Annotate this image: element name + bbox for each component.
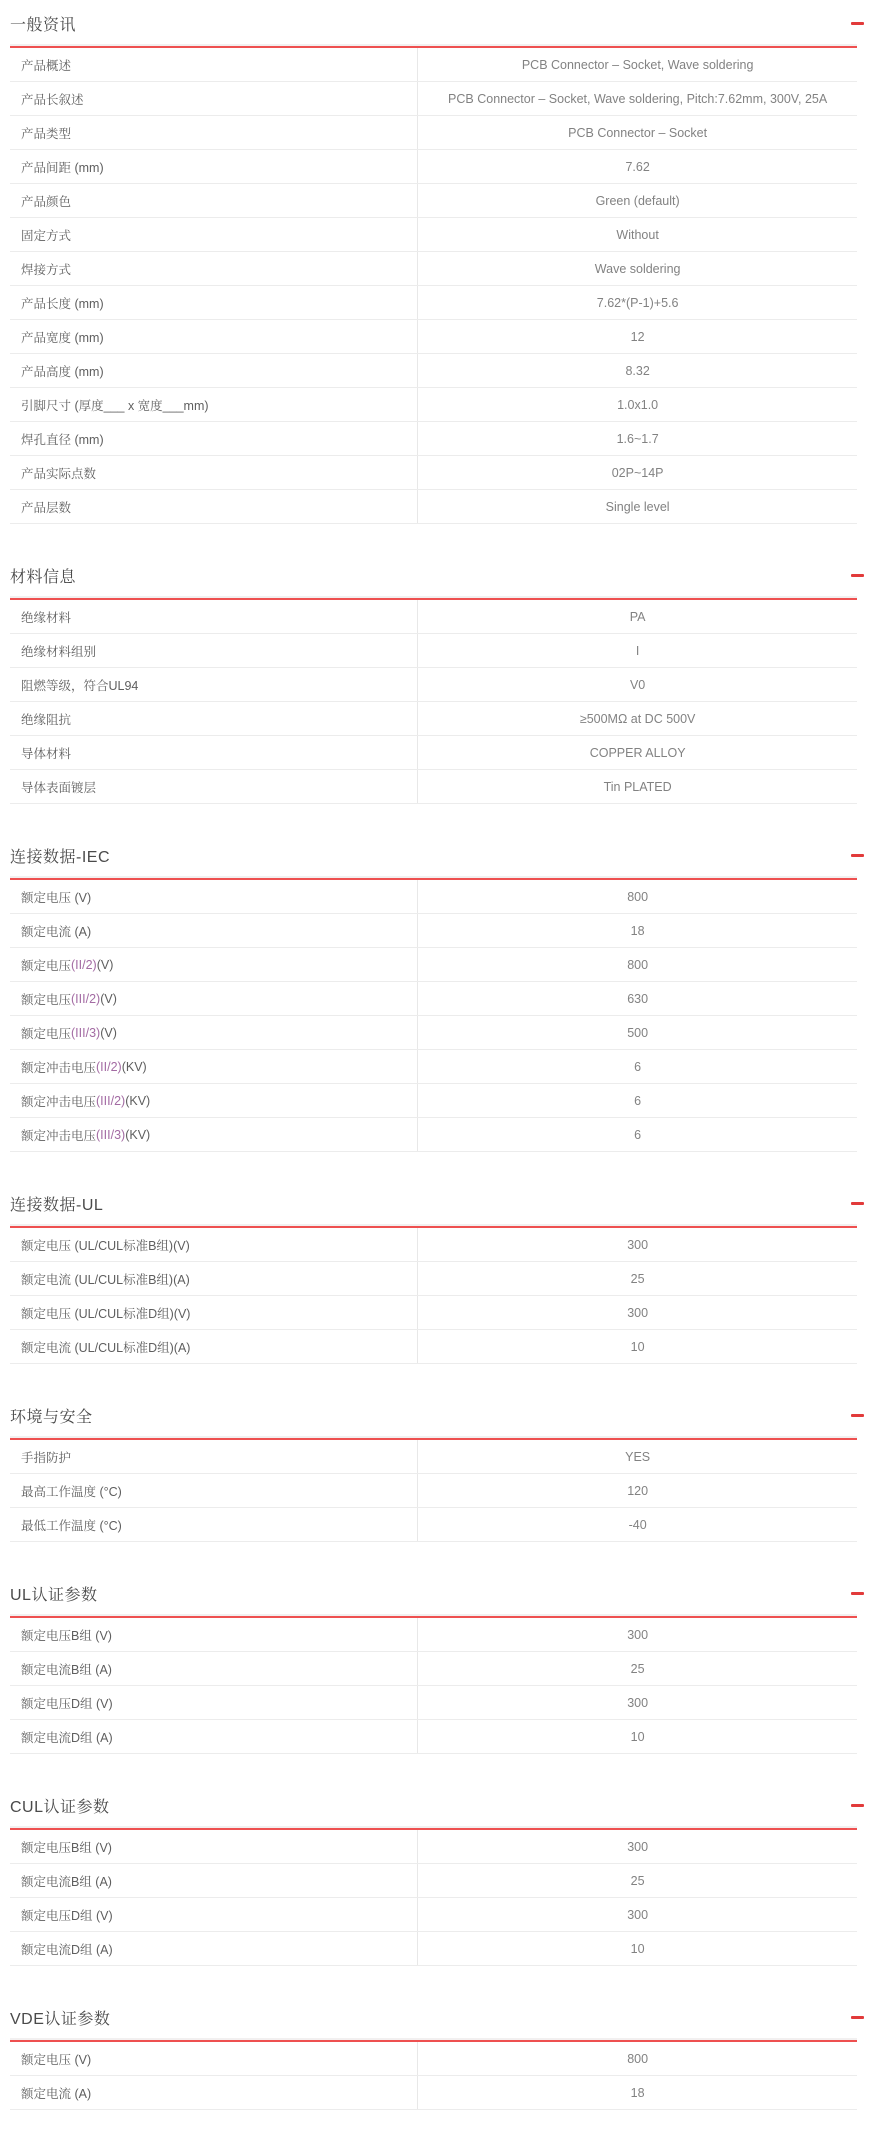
spec-row xyxy=(10,184,857,218)
spec-row xyxy=(10,1118,857,1152)
collapse-minus-icon[interactable] xyxy=(851,2016,864,2019)
spec-label: 额定电压D组 (V) xyxy=(10,1686,418,1719)
spec-row xyxy=(10,914,857,948)
spec-row xyxy=(10,422,857,456)
spec-label: 焊接方式 xyxy=(10,252,418,285)
spec-value: -40 xyxy=(628,1517,647,1532)
spec-section xyxy=(10,12,857,524)
category-highlight: (III/2) xyxy=(71,991,101,1006)
section-title: 连接数据-UL xyxy=(10,1196,104,1214)
spec-label: 引脚尺寸 (厚度___ x 宽度___mm) xyxy=(10,388,418,421)
spec-row xyxy=(10,702,857,736)
spec-section xyxy=(10,1794,857,1966)
spec-row xyxy=(10,354,857,388)
spec-value: 300 xyxy=(627,1695,649,1710)
spec-value: 300 xyxy=(627,1627,649,1642)
collapse-minus-icon[interactable] xyxy=(851,1202,864,1205)
spec-row xyxy=(10,456,857,490)
spec-row xyxy=(10,252,857,286)
section-title: 连接数据-IEC xyxy=(10,848,111,866)
spec-value: 18 xyxy=(630,923,645,938)
spec-table xyxy=(10,2042,857,2110)
section-header xyxy=(10,2006,857,2028)
spec-section xyxy=(10,1404,857,1542)
spec-row xyxy=(10,48,857,82)
category-highlight: (II/2) xyxy=(71,957,97,972)
spec-label: 产品长叙述 xyxy=(10,82,418,115)
section-header xyxy=(10,1192,857,1214)
spec-label: 产品高度 (mm) xyxy=(10,354,418,387)
spec-label: 绝缘阻抗 xyxy=(10,702,418,735)
spec-value: 18 xyxy=(630,2085,645,2100)
spec-row xyxy=(10,1016,857,1050)
spec-row xyxy=(10,1050,857,1084)
category-highlight: (III/3) xyxy=(96,1127,126,1142)
spec-value: Without xyxy=(616,227,659,242)
spec-row xyxy=(10,1084,857,1118)
spec-table xyxy=(10,880,857,1152)
collapse-minus-icon[interactable] xyxy=(851,1592,864,1595)
spec-label: 产品宽度 (mm) xyxy=(10,320,418,353)
spec-value: COPPER ALLOY xyxy=(589,745,686,760)
spec-value: 7.62*(P-1)+5.6 xyxy=(596,295,679,310)
spec-value: 10 xyxy=(630,1339,645,1354)
spec-row xyxy=(10,982,857,1016)
spec-label: 额定电流D组 (A) xyxy=(10,1720,418,1753)
spec-row xyxy=(10,286,857,320)
spec-label: 产品层数 xyxy=(10,490,418,523)
section-header xyxy=(10,1794,857,1816)
spec-row xyxy=(10,1932,857,1966)
spec-value: 10 xyxy=(630,1941,645,1956)
section-title: 一般资讯 xyxy=(10,16,77,34)
section-title: 材料信息 xyxy=(10,568,77,586)
spec-table xyxy=(10,1440,857,1542)
spec-label: 最低工作温度 (°C) xyxy=(10,1508,418,1541)
spec-row xyxy=(10,770,857,804)
spec-label: 额定冲击电压 (III/2) (KV) xyxy=(10,1084,418,1117)
spec-row xyxy=(10,82,857,116)
spec-label: 额定电压 (UL/CUL标准D组)(V) xyxy=(10,1296,418,1329)
spec-value: PA xyxy=(629,609,646,624)
spec-value: 02P~14P xyxy=(611,465,664,480)
collapse-minus-icon[interactable] xyxy=(851,1414,864,1417)
spec-row xyxy=(10,116,857,150)
spec-value: 630 xyxy=(627,991,649,1006)
spec-row xyxy=(10,218,857,252)
spec-label: 额定电压 (II/2) (V) xyxy=(10,948,418,981)
spec-table xyxy=(10,1228,857,1364)
spec-row xyxy=(10,1686,857,1720)
collapse-minus-icon[interactable] xyxy=(851,22,864,25)
spec-label: 额定电流B组 (A) xyxy=(10,1864,418,1897)
spec-label: 额定电流 (UL/CUL标准B组)(A) xyxy=(10,1262,418,1295)
spec-row xyxy=(10,1440,857,1474)
spec-row xyxy=(10,1262,857,1296)
spec-value: 120 xyxy=(627,1483,649,1498)
spec-label: 导体表面镀层 xyxy=(10,770,418,803)
spec-label: 额定电流B组 (A) xyxy=(10,1652,418,1685)
spec-section xyxy=(10,844,857,1152)
spec-value: 800 xyxy=(627,957,649,972)
spec-value: PCB Connector – Socket xyxy=(568,125,708,140)
spec-value: 500 xyxy=(627,1025,649,1040)
spec-row xyxy=(10,880,857,914)
spec-value: YES xyxy=(625,1449,651,1464)
spec-table xyxy=(10,1618,857,1754)
section-header xyxy=(10,1582,857,1604)
spec-row xyxy=(10,320,857,354)
spec-label: 额定电压 (V) xyxy=(10,2042,418,2075)
spec-row xyxy=(10,2076,857,2110)
spec-label: 产品长度 (mm) xyxy=(10,286,418,319)
spec-row xyxy=(10,1618,857,1652)
spec-value: Green (default) xyxy=(595,193,680,208)
spec-label: 额定电压 (UL/CUL标准B组)(V) xyxy=(10,1228,418,1261)
spec-row xyxy=(10,2042,857,2076)
spec-label: 额定电压 (III/3) (V) xyxy=(10,1016,418,1049)
spec-value: 7.62 xyxy=(625,159,650,174)
spec-label: 额定电流D组 (A) xyxy=(10,1932,418,1965)
section-header xyxy=(10,564,857,586)
section-header xyxy=(10,12,857,34)
spec-row xyxy=(10,948,857,982)
spec-value: Single level xyxy=(605,499,670,514)
spec-row xyxy=(10,1830,857,1864)
spec-row xyxy=(10,1898,857,1932)
spec-value: 6 xyxy=(634,1059,642,1074)
spec-label: 额定电压B组 (V) xyxy=(10,1618,418,1651)
spec-label: 绝缘材料组别 xyxy=(10,634,418,667)
spec-label: 额定电流 (UL/CUL标准D组)(A) xyxy=(10,1330,418,1363)
spec-value: ≥500MΩ at DC 500V xyxy=(579,711,696,726)
spec-row xyxy=(10,736,857,770)
spec-label: 绝缘材料 xyxy=(10,600,418,633)
section-title: CUL认证参数 xyxy=(10,1798,110,1816)
collapse-minus-icon[interactable] xyxy=(851,854,864,857)
spec-value: 12 xyxy=(630,329,645,344)
spec-value: PCB Connector – Socket, Wave soldering, Pitch:7.62mm, 300V, 25A xyxy=(448,91,828,106)
spec-value: 800 xyxy=(627,889,649,904)
spec-value: 300 xyxy=(627,1237,649,1252)
spec-section xyxy=(10,1192,857,1364)
spec-label: 额定电流 (A) xyxy=(10,914,418,947)
spec-row xyxy=(10,1296,857,1330)
spec-row xyxy=(10,1720,857,1754)
spec-row xyxy=(10,668,857,702)
section-header xyxy=(10,1404,857,1426)
spec-value: 25 xyxy=(630,1661,645,1676)
spec-label: 焊孔直径 (mm) xyxy=(10,422,418,455)
spec-row xyxy=(10,1652,857,1686)
spec-value: 8.32 xyxy=(625,363,650,378)
spec-section xyxy=(10,564,857,804)
category-highlight: (III/3) xyxy=(71,1025,101,1040)
spec-label: 额定电压B组 (V) xyxy=(10,1830,418,1863)
spec-row xyxy=(10,634,857,668)
spec-value: Wave soldering xyxy=(594,261,681,276)
spec-value: 10 xyxy=(630,1729,645,1744)
spec-label: 额定冲击电压 (II/2) (KV) xyxy=(10,1050,418,1083)
spec-value: 25 xyxy=(630,1271,645,1286)
spec-label: 产品颜色 xyxy=(10,184,418,217)
section-title: UL认证参数 xyxy=(10,1586,98,1604)
spec-label: 最高工作温度 (°C) xyxy=(10,1474,418,1507)
spec-value: I xyxy=(635,643,640,658)
spec-value: 300 xyxy=(627,1839,649,1854)
spec-row xyxy=(10,1864,857,1898)
spec-label: 固定方式 xyxy=(10,218,418,251)
spec-row xyxy=(10,1330,857,1364)
spec-label: 阻燃等级，符合UL94 xyxy=(10,668,418,701)
spec-label: 额定电压D组 (V) xyxy=(10,1898,418,1931)
spec-label: 产品类型 xyxy=(10,116,418,149)
spec-table xyxy=(10,1830,857,1966)
spec-table xyxy=(10,48,857,524)
spec-value: 1.0x1.0 xyxy=(617,397,659,412)
spec-value: 800 xyxy=(627,2051,649,2066)
spec-row xyxy=(10,1474,857,1508)
spec-value: 25 xyxy=(630,1873,645,1888)
spec-row xyxy=(10,1228,857,1262)
spec-sections-container xyxy=(10,12,857,2110)
spec-value: 300 xyxy=(627,1907,649,1922)
spec-section xyxy=(10,2006,857,2110)
spec-label: 产品实际点数 xyxy=(10,456,418,489)
spec-value: Tin PLATED xyxy=(603,779,672,794)
section-title: 环境与安全 xyxy=(10,1408,93,1426)
spec-label: 产品概述 xyxy=(10,48,418,81)
spec-row xyxy=(10,1508,857,1542)
collapse-minus-icon[interactable] xyxy=(851,574,864,577)
spec-row xyxy=(10,388,857,422)
category-highlight: (III/2) xyxy=(96,1093,126,1108)
spec-row xyxy=(10,600,857,634)
spec-label: 导体材料 xyxy=(10,736,418,769)
spec-value: V0 xyxy=(629,677,646,692)
spec-value: 6 xyxy=(634,1093,642,1108)
spec-row xyxy=(10,490,857,524)
spec-label: 额定电压 (V) xyxy=(10,880,418,913)
spec-value: 1.6~1.7 xyxy=(616,431,659,446)
spec-row xyxy=(10,150,857,184)
section-header xyxy=(10,844,857,866)
category-highlight: (II/2) xyxy=(96,1059,122,1074)
spec-label: 额定冲击电压 (III/3) (KV) xyxy=(10,1118,418,1151)
section-title: VDE认证参数 xyxy=(10,2010,111,2028)
spec-table xyxy=(10,600,857,804)
spec-label: 产品间距 (mm) xyxy=(10,150,418,183)
spec-section xyxy=(10,1582,857,1754)
spec-label: 手指防护 xyxy=(10,1440,418,1473)
spec-value: 300 xyxy=(627,1305,649,1320)
spec-value: PCB Connector – Socket, Wave soldering xyxy=(521,57,754,72)
collapse-minus-icon[interactable] xyxy=(851,1804,864,1807)
spec-label: 额定电流 (A) xyxy=(10,2076,418,2109)
spec-value: 6 xyxy=(634,1127,642,1142)
spec-label: 额定电压 (III/2) (V) xyxy=(10,982,418,1015)
